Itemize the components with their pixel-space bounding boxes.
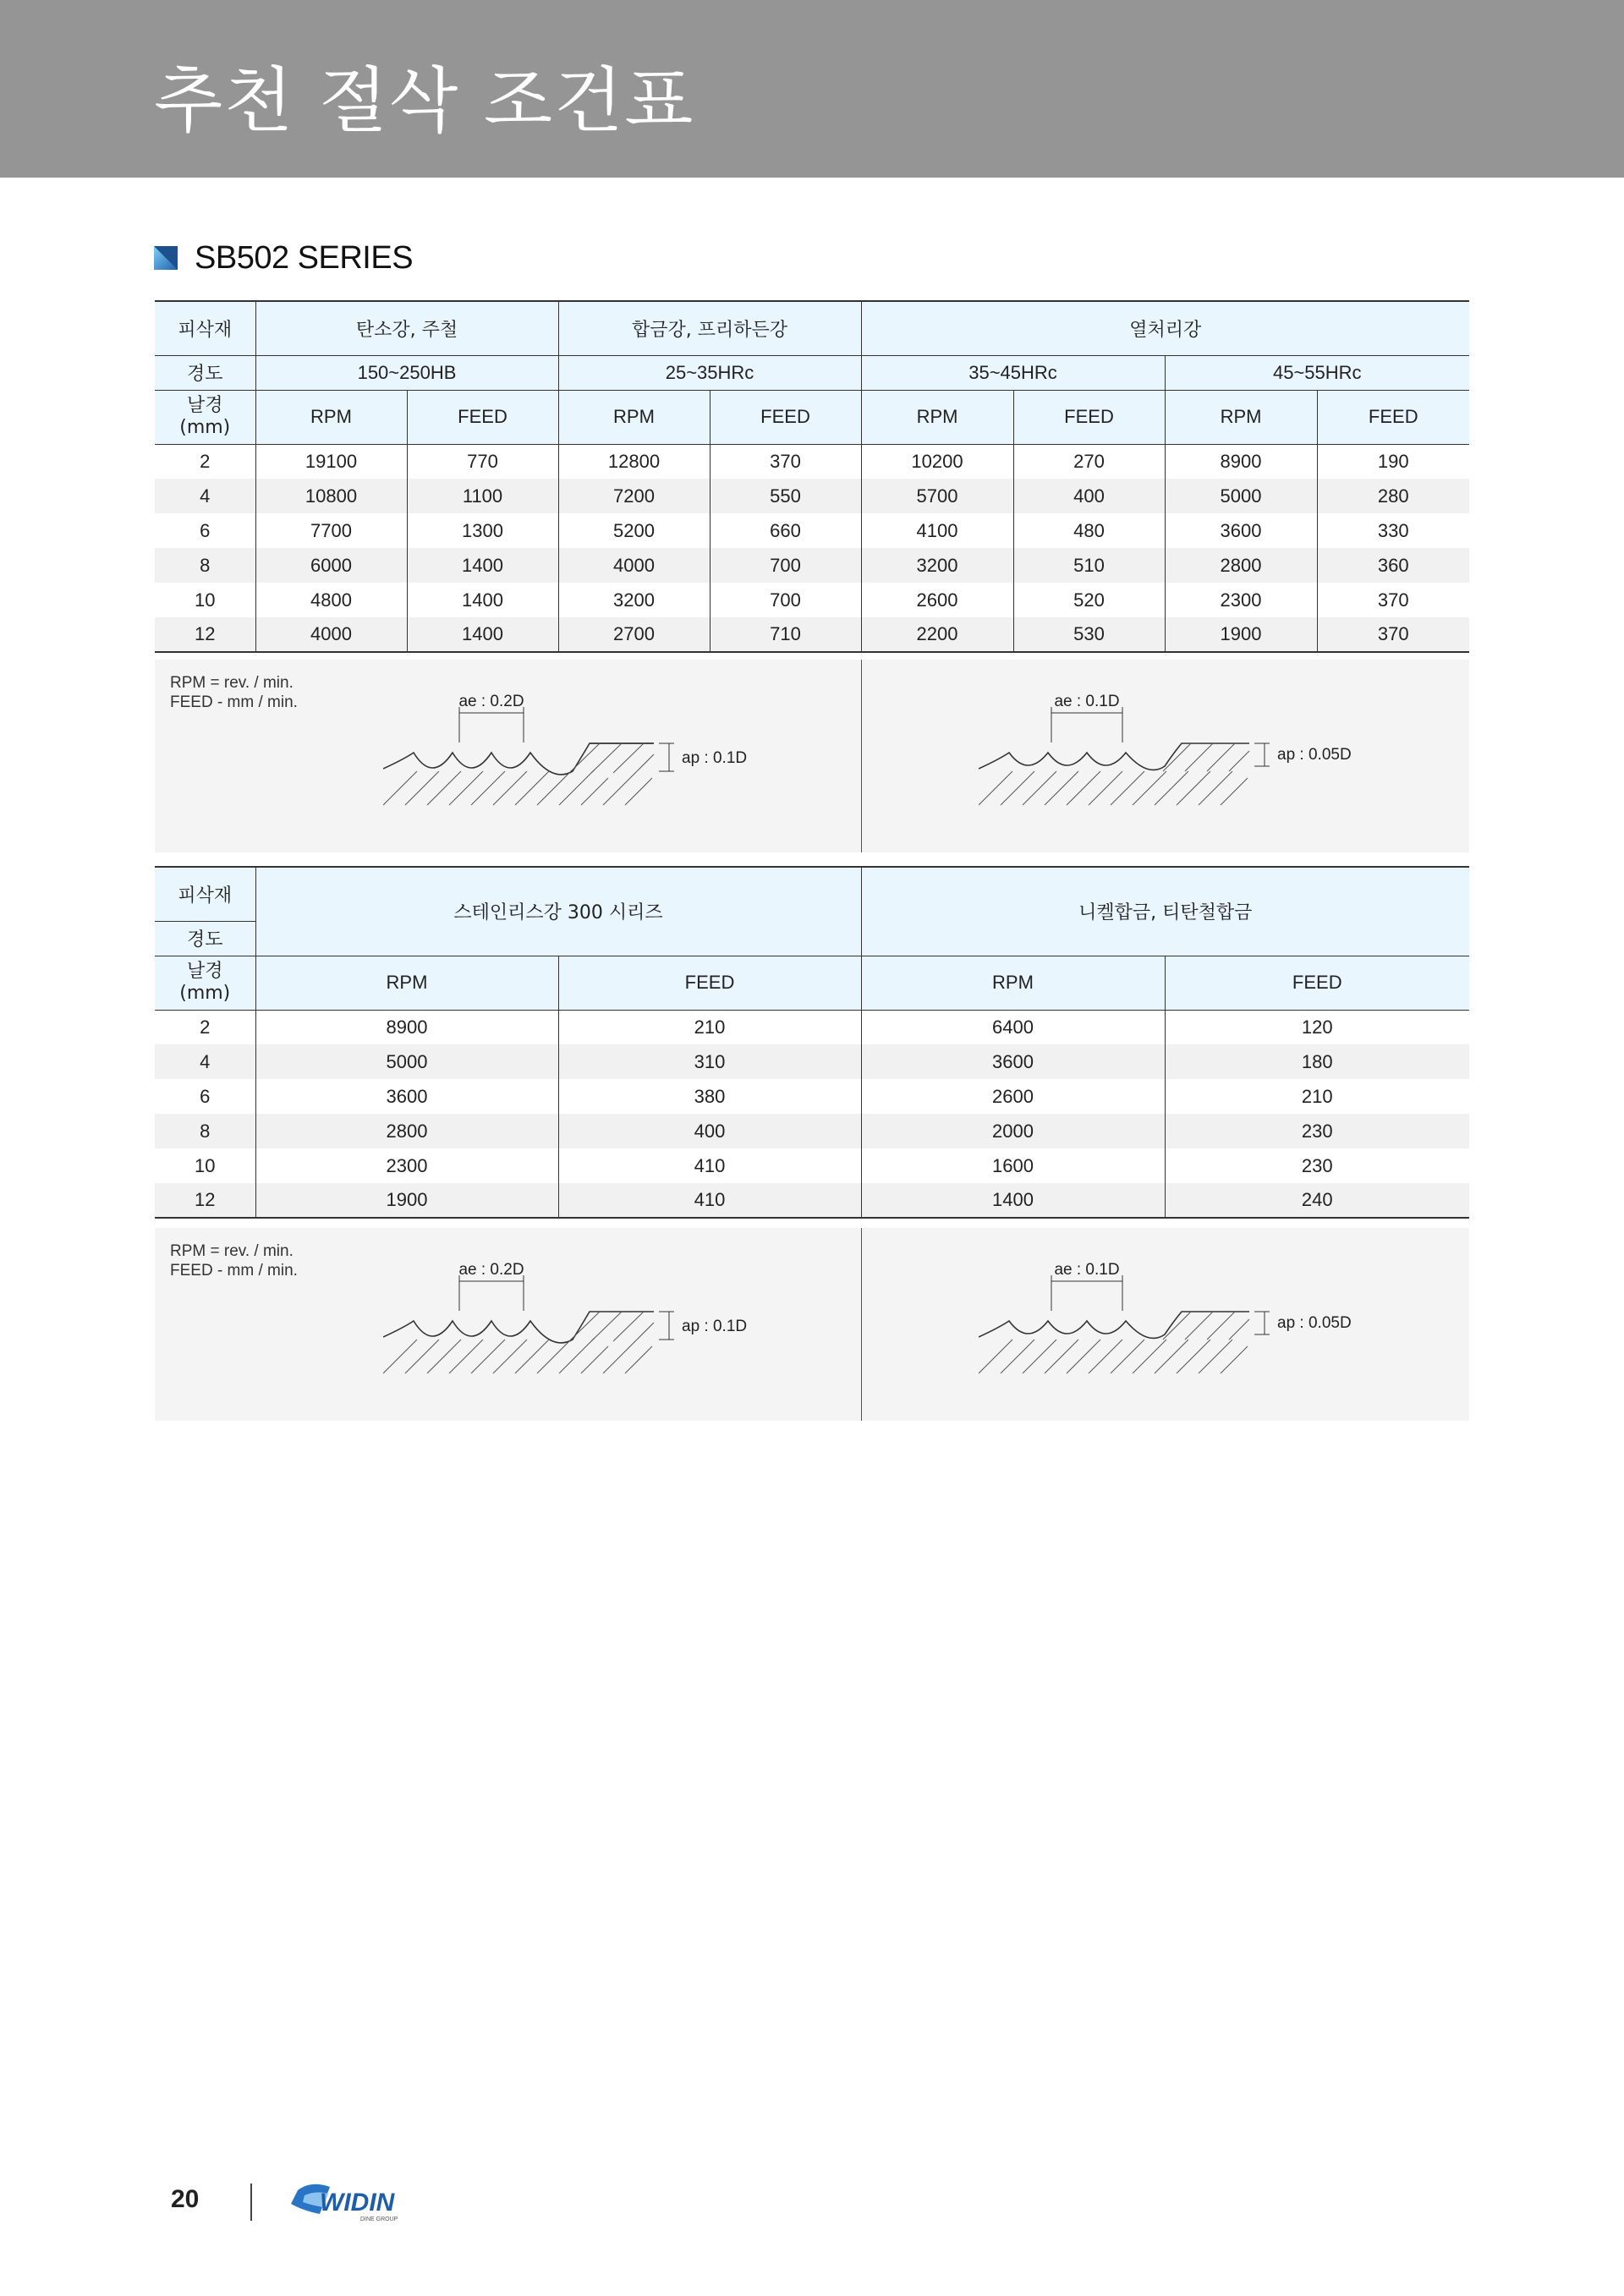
feed-cell: 210 — [1165, 1079, 1469, 1114]
dimension-ae — [459, 1275, 524, 1311]
rpm-cell: 2000 — [861, 1114, 1165, 1148]
feed-cell: 230 — [1165, 1114, 1469, 1148]
label-hardness: 경도 — [155, 355, 255, 390]
column-header-feed: FEED — [407, 390, 558, 444]
hatching — [979, 743, 1249, 805]
column-header-rpm: RPM — [255, 956, 558, 1010]
rpm-cell: 1900 — [255, 1183, 558, 1218]
units-legend — [170, 1241, 298, 1280]
table-row — [155, 617, 1469, 652]
diameter-cell: 4 — [155, 479, 255, 513]
rpm-cell: 8900 — [255, 1010, 558, 1044]
label-diameter: 날경 (mm) — [155, 956, 255, 1010]
feed-cell: 370 — [1317, 583, 1469, 617]
table-row — [155, 513, 1469, 548]
logo-text: WIDIN — [320, 2189, 395, 2217]
rpm-cell: 2700 — [558, 617, 710, 652]
ae-label: ae : 0.1D — [1054, 693, 1120, 710]
rpm-cell: 8900 — [1165, 444, 1317, 479]
feed-cell: 700 — [710, 548, 861, 583]
rpm-cell: 2800 — [255, 1114, 558, 1148]
feed-cell: 480 — [1013, 513, 1165, 548]
column-header-rpm: RPM — [558, 390, 710, 444]
series-marker-icon — [154, 246, 178, 270]
material-header: 니켈합금, 티탄철합금 — [861, 867, 1469, 956]
feed-cell: 210 — [558, 1010, 861, 1044]
cutting-diagram-ae-0.2d — [383, 1258, 789, 1385]
ap-label: ap : 0.1D — [682, 1318, 748, 1335]
column-header-feed: FEED — [1013, 390, 1165, 444]
column-header-feed: FEED — [558, 956, 861, 1010]
ap-label: ap : 0.05D — [1277, 746, 1352, 764]
material-header: 합금강, 프리하든강 — [558, 301, 861, 355]
rpm-cell: 5000 — [1165, 479, 1317, 513]
dimension-ap — [1254, 1312, 1270, 1334]
table-row — [155, 548, 1469, 583]
cutting-diagram-ae-0.1d — [979, 1258, 1385, 1385]
rpm-cell: 4100 — [861, 513, 1013, 548]
rpm-cell: 5700 — [861, 479, 1013, 513]
table-row — [155, 1044, 1469, 1079]
feed-cell: 400 — [1013, 479, 1165, 513]
feed-cell: 370 — [710, 444, 861, 479]
table-row — [155, 1148, 1469, 1183]
feed-cell: 360 — [1317, 548, 1469, 583]
table-row — [155, 479, 1469, 513]
material-header: 스테인리스강 300 시리즈 — [255, 867, 861, 956]
rpm-cell: 1900 — [1165, 617, 1317, 652]
rpm-cell: 2800 — [1165, 548, 1317, 583]
dimension-ap — [659, 1312, 674, 1340]
units-legend — [170, 673, 298, 712]
feed-cell: 770 — [407, 444, 558, 479]
ae-label: ae : 0.2D — [458, 693, 524, 710]
footer-divider — [250, 2184, 252, 2221]
feed-cell: 330 — [1317, 513, 1469, 548]
table-row — [155, 1010, 1469, 1044]
rpm-cell: 10800 — [255, 479, 407, 513]
logo-subtext: DINE GROUP — [360, 2217, 398, 2222]
feed-cell: 1100 — [407, 479, 558, 513]
legend-rpm: RPM = rev. / min. — [170, 1242, 294, 1260]
diameter-cell: 6 — [200, 519, 211, 541]
material-header: 열처리강 — [861, 301, 1469, 355]
rpm-cell: 10200 — [861, 444, 1013, 479]
rpm-cell: 3200 — [558, 583, 710, 617]
column-header-feed: FEED — [1317, 390, 1469, 444]
label-diameter: 날경 (mm) — [155, 390, 255, 444]
diameter-cell: 4 — [155, 1044, 255, 1079]
column-header-rpm: RPM — [255, 390, 407, 444]
rpm-cell: 3600 — [861, 1044, 1165, 1079]
hardness-header: 45~55HRc — [1165, 355, 1469, 390]
hardness-header: 150~250HB — [255, 355, 558, 390]
page-number: 20 — [171, 2185, 200, 2213]
feed-cell: 1400 — [407, 617, 558, 652]
label-material: 피삭재 — [155, 301, 255, 355]
table-row — [155, 444, 1469, 479]
diameter-cell: 6 — [200, 1085, 211, 1107]
diameter-cell: 8 — [155, 548, 255, 583]
rpm-cell: 7200 — [558, 479, 710, 513]
rpm-cell: 1400 — [861, 1183, 1165, 1218]
dimension-ap — [1254, 743, 1270, 766]
panel-divider — [861, 660, 862, 852]
ap-label: ap : 0.1D — [682, 749, 748, 767]
rpm-cell: 7700 — [255, 513, 407, 548]
feed-cell: 400 — [558, 1114, 861, 1148]
rpm-cell: 2300 — [255, 1148, 558, 1183]
rpm-cell: 6000 — [255, 548, 407, 583]
feed-cell: 710 — [710, 617, 861, 652]
legend-feed: FEED - mm / min. — [170, 1262, 298, 1280]
feed-cell: 550 — [710, 479, 861, 513]
feed-cell: 180 — [1165, 1044, 1469, 1079]
table-row — [155, 583, 1469, 617]
diameter-cell: 2 — [200, 450, 211, 472]
diameter-cell: 8 — [155, 1114, 255, 1148]
feed-cell: 380 — [558, 1079, 861, 1114]
feed-cell: 270 — [1013, 444, 1165, 479]
cutting-conditions-table-2 — [155, 866, 1469, 1219]
column-header-feed: FEED — [1165, 956, 1469, 1010]
cutting-diagram-ae-0.1d — [979, 690, 1385, 817]
workpiece-profile — [383, 1312, 654, 1343]
feed-cell: 240 — [1165, 1183, 1469, 1218]
cutting-diagram-panel-2 — [155, 1228, 1469, 1421]
rpm-cell: 3600 — [255, 1079, 558, 1114]
series-heading — [154, 237, 413, 279]
feed-cell: 1400 — [407, 583, 558, 617]
rpm-cell: 1600 — [861, 1148, 1165, 1183]
rpm-cell: 2600 — [861, 1079, 1165, 1114]
cutting-diagram-panel-1 — [155, 660, 1469, 852]
rpm-cell: 4800 — [255, 583, 407, 617]
dimension-ae — [459, 707, 524, 743]
table-row — [155, 1114, 1469, 1148]
panel-divider — [861, 1228, 862, 1421]
rpm-cell: 3600 — [1165, 513, 1317, 548]
feed-cell: 700 — [710, 583, 861, 617]
series-title: SB502 SERIES — [195, 239, 414, 276]
table-row — [155, 1183, 1469, 1218]
diameter-cell: 12 — [155, 617, 255, 652]
feed-cell: 190 — [1317, 444, 1469, 479]
rpm-cell: 6400 — [861, 1010, 1165, 1044]
page-title: 추천 절삭 조건표 — [154, 59, 695, 142]
material-header: 탄소강, 주철 — [255, 301, 558, 355]
rpm-cell: 2600 — [861, 583, 1013, 617]
legend-feed: FEED - mm / min. — [170, 693, 298, 711]
label-hardness: 경도 — [155, 921, 255, 956]
feed-cell: 370 — [1317, 617, 1469, 652]
label-material: 피삭재 — [155, 867, 255, 921]
rpm-cell: 2200 — [861, 617, 1013, 652]
hardness-header: 25~35HRc — [558, 355, 861, 390]
feed-cell: 510 — [1013, 548, 1165, 583]
column-header-rpm: RPM — [861, 390, 1013, 444]
cutting-conditions-table-1 — [155, 300, 1469, 653]
column-header-rpm: RPM — [1165, 390, 1317, 444]
feed-cell: 1400 — [407, 548, 558, 583]
dimension-ae — [1051, 707, 1122, 743]
rpm-cell: 2300 — [1165, 583, 1317, 617]
rpm-cell: 5000 — [255, 1044, 558, 1079]
rpm-cell: 3200 — [861, 548, 1013, 583]
workpiece-profile — [383, 743, 654, 775]
feed-cell: 120 — [1165, 1010, 1469, 1044]
column-header-rpm: RPM — [861, 956, 1165, 1010]
feed-cell: 310 — [558, 1044, 861, 1079]
feed-cell: 660 — [710, 513, 861, 548]
feed-cell: 1300 — [407, 513, 558, 548]
ap-label: ap : 0.05D — [1277, 1314, 1352, 1332]
rpm-cell: 4000 — [255, 617, 407, 652]
dimension-ae — [1051, 1275, 1122, 1311]
rpm-cell: 19100 — [255, 444, 407, 479]
feed-cell: 280 — [1317, 479, 1469, 513]
rpm-cell: 5200 — [558, 513, 710, 548]
hatching — [979, 1312, 1249, 1373]
hatching — [383, 743, 654, 805]
table-row — [155, 1079, 1469, 1114]
ae-label: ae : 0.1D — [1054, 1261, 1120, 1279]
hardness-header: 35~45HRc — [861, 355, 1165, 390]
feed-cell: 410 — [558, 1148, 861, 1183]
cutting-diagram-ae-0.2d — [383, 690, 789, 817]
diameter-cell: 10 — [195, 589, 216, 611]
feed-cell: 520 — [1013, 583, 1165, 617]
feed-cell: 230 — [1165, 1148, 1469, 1183]
legend-rpm: RPM = rev. / min. — [170, 674, 294, 692]
rpm-cell: 4000 — [558, 548, 710, 583]
ae-label: ae : 0.2D — [458, 1261, 524, 1279]
feed-cell: 530 — [1013, 617, 1165, 652]
dimension-ap — [659, 743, 674, 771]
feed-cell: 410 — [558, 1183, 861, 1218]
diameter-cell: 12 — [155, 1183, 255, 1218]
hatching — [383, 1312, 654, 1373]
widin-logo — [286, 2173, 421, 2228]
page-header — [0, 0, 1624, 178]
diameter-cell: 10 — [195, 1154, 216, 1176]
rpm-cell: 12800 — [558, 444, 710, 479]
diameter-cell: 2 — [200, 1016, 211, 1038]
column-header-feed: FEED — [710, 390, 861, 444]
